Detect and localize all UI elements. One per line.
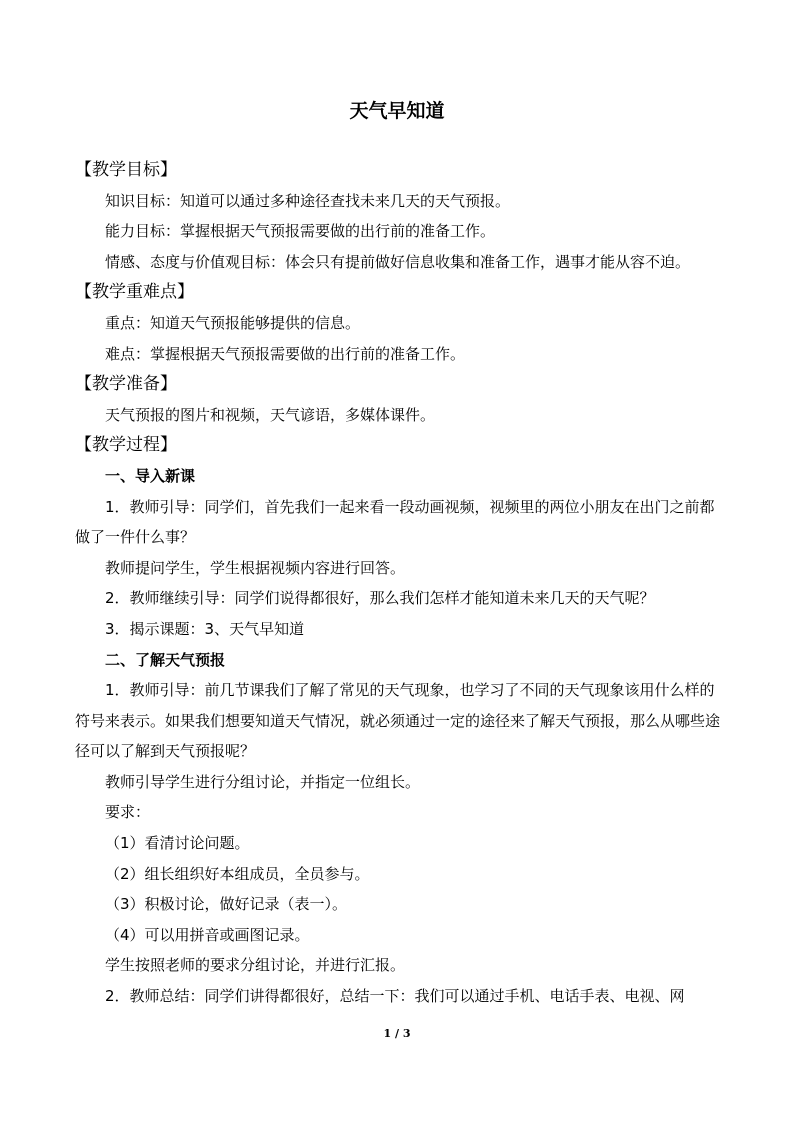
paragraph: 情感、态度与价值观目标：体会只有提前做好信息收集和准备工作，遇事才能从容不迫。 (105, 252, 691, 271)
paragraph: 2．教师总结：同学们讲得都很好，总结一下：我们可以通过手机、电话手表、电视、网 (105, 987, 685, 1006)
document-body (75, 155, 725, 1012)
document-title: 天气早知道 (349, 100, 445, 122)
subsection-title: 一、导入新课 (105, 466, 196, 485)
paragraph: 知识目标：知道可以通过多种途径查找未来几天的天气预报。 (105, 191, 511, 210)
subsection-title: 二、了解天气预报 (105, 650, 226, 669)
paragraph: 学生按照老师的要求分组讨论，并进行汇报。 (105, 956, 406, 975)
paragraph: （2）组长组织好本组成员，全员参与。 (105, 864, 370, 883)
paragraph: 2．教师继续引导：同学们说得都很好，那么我们怎样才能知道未来几天的天气呢？ (105, 589, 655, 608)
paragraph: （1）看清讨论问题。 (105, 834, 250, 853)
paragraph: （4）可以用拼音或画图记录。 (105, 925, 310, 944)
paragraph: 3．揭示课题：3、天气早知道 (105, 619, 305, 638)
paragraph: 要求： (105, 803, 151, 822)
section-heading-preparation: 【教学准备】 (75, 374, 177, 395)
section-heading-process: 【教学过程】 (75, 435, 177, 456)
paragraph: （3）积极讨论，做好记录（表一）。 (105, 895, 348, 914)
paragraph: 能力目标：掌握根据天气预报需要做的出行前的准备工作。 (105, 222, 496, 241)
paragraph: 1．教师引导：前几节课我们了解了常见的天气现象，也学习了不同的天气现象该用什么样的符号来表示。如果我们想要知道天气情况，就必须通过一定的途径来了解天气预报，那么从哪些途径可以了解到天气预报呢？ (75, 681, 721, 761)
paragraph: 难点：掌握根据天气预报需要做的出行前的准备工作。 (105, 344, 466, 363)
paragraph: 重点：知道天气预报能够提供的信息。 (105, 313, 361, 332)
paragraph: 教师提问学生，学生根据视频内容进行回答。 (105, 558, 406, 577)
paragraph: 教师引导学生进行分组讨论，并指定一位组长。 (105, 772, 421, 791)
paragraph: 天气预报的图片和视频，天气谚语，多媒体课件。 (105, 405, 436, 424)
section-heading-key-points: 【教学重难点】 (75, 282, 194, 303)
page-number: 1 / 3 (383, 1027, 411, 1040)
paragraph: 1．教师引导：同学们，首先我们一起来看一段动画视频，视频里的两位小朋友在出门之前都做了一件什么事？ (75, 497, 715, 547)
section-heading-objectives: 【教学目标】 (75, 160, 177, 180)
